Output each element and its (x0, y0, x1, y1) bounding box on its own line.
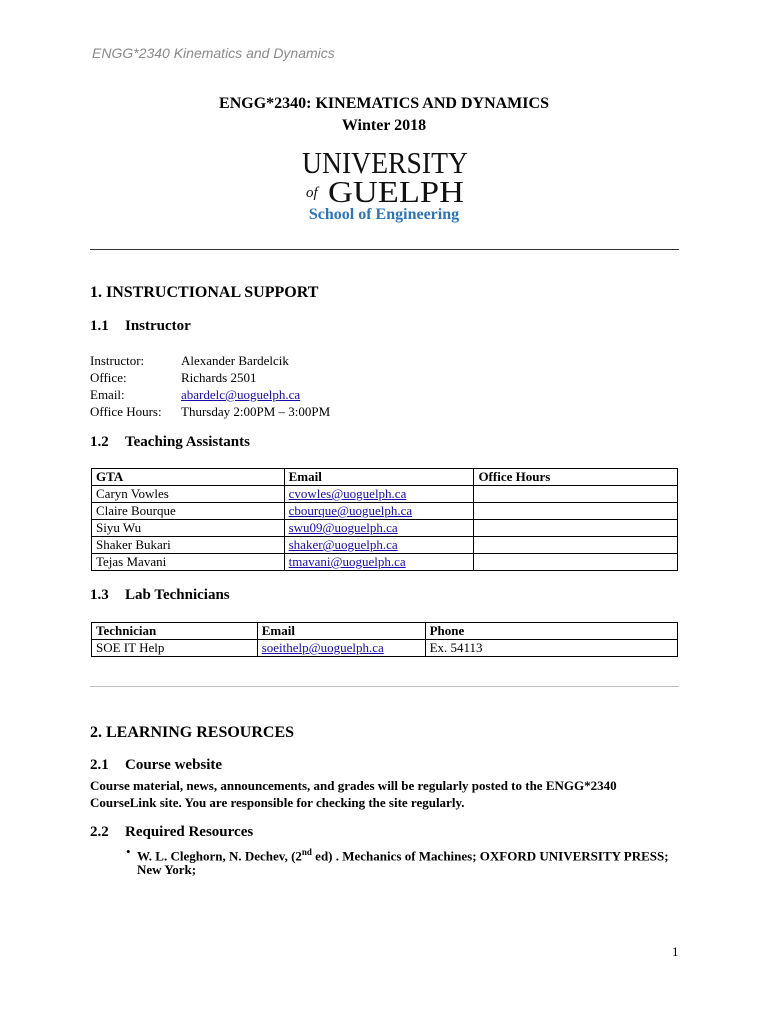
logo-university-text: UNIVERSITY (302, 147, 468, 180)
resource-superscript: nd (301, 847, 312, 857)
running-header: ENGG*2340 Kinematics and Dynamics (92, 45, 335, 61)
lab-technicians-table (91, 622, 678, 657)
ta-name: Caryn Vowles (92, 486, 285, 503)
course-website-text-line-2: CourseLink site. You are responsible for checking the site regularly. (90, 795, 465, 810)
ta-name: Siyu Wu (92, 520, 285, 537)
office-hours-value: Thursday 2:00PM – 3:00PM (181, 404, 331, 419)
ta-office-hours (474, 554, 678, 571)
subsection-number: 2.1 (90, 757, 109, 773)
teaching-assistants-table (91, 468, 678, 571)
ta-email-cell (284, 520, 474, 537)
required-resource-item-line-2: New York; (137, 862, 197, 877)
subsection-title: Instructor (125, 318, 191, 334)
email-row (90, 386, 300, 403)
university-logo (298, 147, 478, 207)
subsection-heading-instructor (90, 318, 191, 335)
table-header-row (92, 623, 678, 640)
instructor-email-link[interactable]: abardelc@uoguelph.ca (181, 387, 301, 402)
column-header: Office Hours (474, 469, 678, 486)
table-row (92, 503, 678, 520)
page-number: 1 (672, 944, 679, 959)
subsection-number: 1.2 (90, 434, 109, 450)
column-header: Phone (425, 623, 677, 640)
ta-email-link[interactable]: swu09@uoguelph.ca (288, 520, 398, 535)
logo-of-text: of (306, 185, 318, 201)
ta-email-link[interactable]: cvowles@uoguelph.ca (288, 486, 407, 501)
ta-email-link[interactable]: shaker@uoguelph.ca (288, 537, 398, 552)
column-header: Technician (92, 623, 258, 640)
ta-email-cell (284, 554, 474, 571)
office-value: Richards 2501 (181, 370, 257, 385)
ta-name: Claire Bourque (92, 503, 285, 520)
ta-office-hours (474, 503, 678, 520)
subsection-heading-course-website (90, 757, 222, 774)
ta-email-cell (284, 486, 474, 503)
table-row (92, 640, 678, 657)
technician-email-link[interactable]: soeithelp@uoguelph.ca (261, 640, 384, 655)
ta-office-hours (474, 537, 678, 554)
bullet-icon: • (126, 844, 131, 859)
section-heading-instructional-support: 1. INSTRUCTIONAL SUPPORT (90, 284, 319, 301)
resource-text-post: ed) . Mechanics of Machines; OXFORD UNIVERSITY PRESS; (311, 848, 669, 864)
instructor-name-row (90, 352, 289, 369)
office-label: Office: (90, 370, 127, 385)
logo-guelph-text: GUELPH (328, 174, 464, 207)
resource-text-pre: W. L. Cleghorn, N. Dechev, (2 (137, 848, 302, 864)
course-website-text-line-1: Course material, news, announcements, and grades will be regularly posted to the ENGG*2340 (90, 778, 617, 793)
subsection-heading-teaching-assistants (90, 434, 250, 451)
subsection-title: Required Resources (125, 824, 254, 840)
subsection-number: 1.1 (90, 318, 109, 334)
technician-phone: Ex. 54113 (425, 640, 677, 657)
ta-email-link[interactable]: tmavani@uoguelph.ca (288, 554, 406, 569)
technician-email-cell (257, 640, 425, 657)
table-row (92, 537, 678, 554)
subsection-title: Course website (125, 757, 223, 773)
ta-email-cell (284, 537, 474, 554)
table-row (92, 520, 678, 537)
instructor-label: Instructor: (90, 353, 145, 368)
technician-name: SOE IT Help (92, 640, 258, 657)
column-header: GTA (92, 469, 285, 486)
school-name: School of Engineering (308, 206, 460, 223)
email-label: Email: (90, 387, 125, 402)
divider (90, 249, 679, 250)
table-header-row (92, 469, 678, 486)
office-hours-label: Office Hours: (90, 404, 162, 419)
table-row (92, 554, 678, 571)
document-term: Winter 2018 (341, 117, 427, 134)
ta-email-cell (284, 503, 474, 520)
subsection-heading-required-resources (90, 824, 253, 841)
subsection-number: 1.3 (90, 587, 109, 603)
column-header: Email (284, 469, 474, 486)
document-title: ENGG*2340: KINEMATICS AND DYNAMICS (219, 95, 549, 112)
table-row (92, 486, 678, 503)
ta-email-link[interactable]: cbourque@uoguelph.ca (288, 503, 413, 518)
divider (90, 686, 679, 687)
office-hours-row (90, 403, 330, 420)
subsection-heading-lab-technicians (90, 587, 230, 604)
ta-office-hours (474, 486, 678, 503)
section-heading-learning-resources: 2. LEARNING RESOURCES (90, 724, 295, 741)
office-row (90, 369, 256, 386)
instructor-value: Alexander Bardelcik (181, 353, 289, 368)
university-logo-graphic (298, 147, 478, 207)
ta-name: Shaker Bukari (92, 537, 285, 554)
column-header: Email (257, 623, 425, 640)
subsection-title: Teaching Assistants (125, 434, 250, 450)
subsection-number: 2.2 (90, 824, 109, 840)
subsection-title: Lab Technicians (125, 587, 230, 603)
ta-office-hours (474, 520, 678, 537)
ta-name: Tejas Mavani (92, 554, 285, 571)
